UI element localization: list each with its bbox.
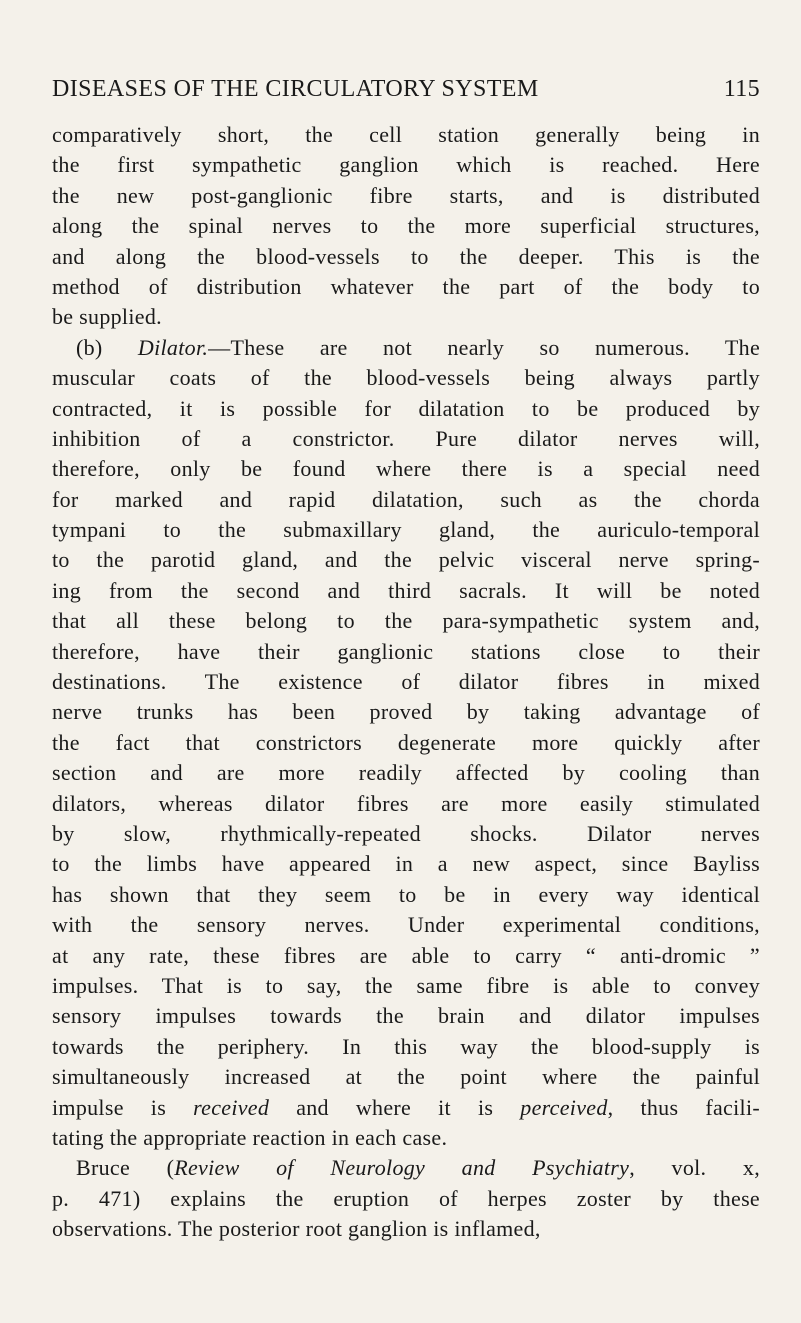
text-line: simultaneously increased at the point where the painful	[52, 1064, 760, 1090]
body-text	[52, 120, 760, 1244]
text-line: therefore, have their ganglionic stations close to their	[52, 638, 760, 664]
text-line: ing from the second and third sacrals. It will be noted	[52, 577, 760, 603]
italic-text: received	[193, 1094, 270, 1120]
italic-text: Dilator.	[137, 334, 209, 360]
book-page	[52, 76, 760, 1244]
text-line: method of distribution whatever the part of the body to	[52, 273, 760, 299]
text-line: towards the periphery. In this way the blood-supply is	[52, 1033, 760, 1059]
text-line: destinations. The existence of dilator fibres in mixed	[52, 669, 760, 695]
text-line: for marked and rapid dilatation, such as the chorda	[52, 486, 760, 512]
text-line: contracted, it is possible for dilatation to be produced by	[52, 395, 760, 421]
running-head	[52, 76, 760, 112]
text-line: muscular coats of the blood-vessels being always partly	[52, 365, 760, 391]
text-line: (b) Dilator.—These are not nearly so numerous. The	[76, 334, 760, 360]
text-line: tympani to the submaxillary gland, the auriculo-temporal	[52, 517, 760, 543]
text-line: with the sensory nerves. Under experimental conditions,	[52, 912, 760, 938]
text-line: to the parotid gland, and the pelvic visceral nerve spring-	[52, 547, 760, 573]
text-line: the fact that constrictors degenerate more quickly after	[52, 729, 760, 755]
text-line: by slow, rhythmically-repeated shocks. Dilator nerves	[52, 820, 760, 846]
text-line: impulses. That is to say, the same fibre is able to convey	[52, 972, 760, 998]
text-line: p. 471) explains the eruption of herpes zoster by these	[52, 1185, 760, 1211]
page-number: 115	[723, 76, 760, 102]
text-line: the new post-ganglionic fibre starts, and is distributed	[52, 182, 760, 208]
text-line: to the limbs have appeared in a new aspect, since Bayliss	[52, 851, 760, 877]
text-line: dilators, whereas dilator fibres are more easily stimulated	[52, 790, 760, 816]
text-line: Bruce (Review of Neurology and Psychiatry, vol. x,	[76, 1155, 760, 1181]
text-line: impulse is received and where it is perceived, thus facili-	[52, 1094, 760, 1120]
text-line: tating the appropriate reaction in each case.	[52, 1124, 448, 1150]
text-line: inhibition of a constrictor. Pure dilator nerves will,	[52, 425, 760, 451]
text-line: at any rate, these fibres are able to carry “ anti-dromic ”	[52, 942, 760, 968]
text-line: that all these belong to the para-sympathetic system and,	[52, 608, 760, 634]
text-line: section and are more readily affected by cooling than	[52, 760, 760, 786]
text-line: observations. The posterior root ganglion is inflamed,	[52, 1216, 541, 1242]
text-line: nerve trunks has been proved by taking advantage of	[52, 699, 760, 725]
italic-text: Review of Neurology and Psychiatry	[174, 1155, 630, 1181]
text-line: be supplied.	[52, 304, 162, 330]
text-line: comparatively short, the cell station generally being in	[52, 122, 760, 147]
text-line: along the spinal nerves to the more superficial structures,	[52, 213, 760, 239]
text-line: therefore, only be found where there is a special need	[52, 456, 760, 482]
italic-text: perceived	[520, 1094, 608, 1120]
running-head-title: DISEASES OF THE CIRCULATORY SYSTEM	[52, 76, 539, 102]
text-line: the first sympathetic ganglion which is reached. Here	[52, 152, 760, 178]
text-line: has shown that they seem to be in every way identical	[52, 881, 760, 907]
text-line: sensory impulses towards the brain and dilator impulses	[52, 1003, 760, 1029]
text-line: and along the blood-vessels to the deeper. This is the	[52, 243, 760, 269]
